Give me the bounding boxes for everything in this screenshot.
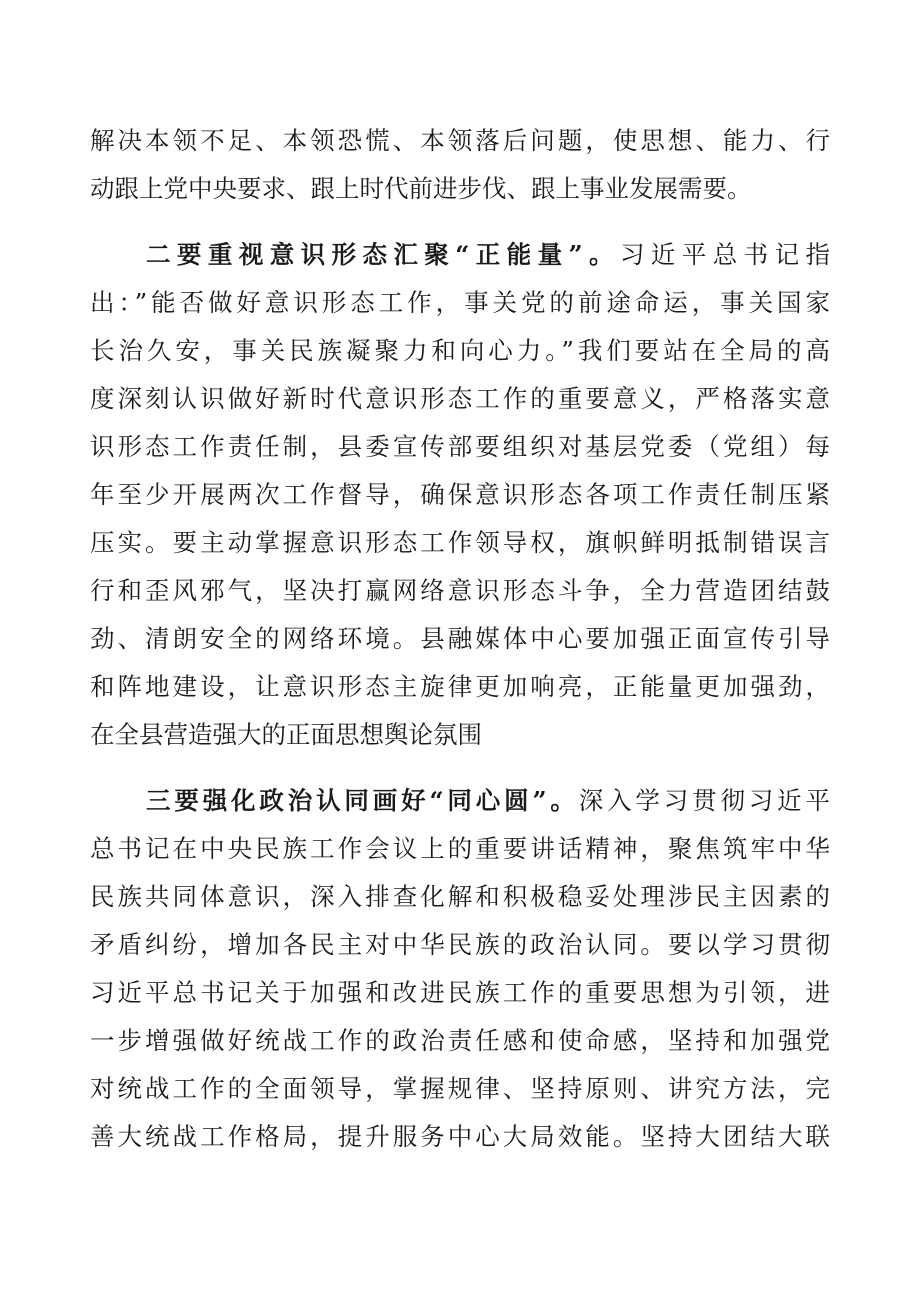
paragraph-line: 年至少开展两次工作督导，确保意识形态各项工作责任制压紧 <box>90 480 830 509</box>
paragraph-line: 矛盾纠纷，增加各民主对中华民族的政治认同。要以学习贯彻 <box>90 930 830 959</box>
paragraph-line: 出：”能否做好意识形态工作，事关党的前途命运，事关国家 <box>90 288 830 317</box>
paragraph-line: 劲、清朗安全的网络环境。县融媒体中心要加强正面宣传引导 <box>90 624 830 653</box>
paragraph-line: 对统战工作的全面领导，掌握规律、坚持原则、讲究方法，完 <box>90 1074 830 1103</box>
paragraph-line: 动跟上党中央要求、跟上时代前进步伐、跟上事业发展需要。 <box>90 174 752 203</box>
paragraph-text: 习近平总书记指 <box>619 240 831 269</box>
paragraph-heading: 三要强化政治认同画好“同心圆”。 <box>146 786 579 815</box>
paragraph-line: 在全县营造强大的正面思想舆论氛围 <box>90 720 482 749</box>
paragraph-line: 民族共同体意识，深入排查化解和积极稳妥处理涉民主因素的 <box>90 882 830 911</box>
paragraph-line: 行和歪风邪气，坚决打赢网络意识形态斗争，全力营造团结鼓 <box>90 576 830 605</box>
paragraph-heading: 二要重视意识形态汇聚“正能量”。 <box>146 240 620 269</box>
paragraph-first-line <box>146 777 830 825</box>
paragraph-line: 压实。要主动掌握意识形态工作领导权，旗帜鲜明抵制错误言 <box>90 528 830 557</box>
paragraph-first-line <box>146 231 830 279</box>
paragraph-line: 和阵地建设，让意识形态主旋律更加响亮，正能量更加强劲， <box>90 672 830 701</box>
paragraph-line: 善大统战工作格局，提升服务中心大局效能。坚持大团结大联 <box>90 1122 830 1151</box>
paragraph-line: 总书记在中央民族工作会议上的重要讲话精神，聚焦筑牢中华 <box>90 834 830 863</box>
paragraph-line: 度深刻认识做好新时代意识形态工作的重要意义，严格落实意 <box>90 384 830 413</box>
paragraph-line: 习近平总书记关于加强和改进民族工作的重要思想为引领，进 <box>90 978 830 1007</box>
paragraph-line: 识形态工作责任制，县委宣传部要组织对基层党委（党组）每 <box>90 432 830 461</box>
paragraph-line: 一步增强做好统战工作的政治责任感和使命感，坚持和加强党 <box>90 1026 830 1055</box>
paragraph-line: 解决本领不足、本领恐慌、本领落后问题，使思想、能力、行 <box>90 126 830 155</box>
paragraph-text: 深入学习贯彻习近平 <box>578 786 831 815</box>
paragraph-line: 长治久安，事关民族凝聚力和向心力。”我们要站在全局的高 <box>90 336 830 365</box>
